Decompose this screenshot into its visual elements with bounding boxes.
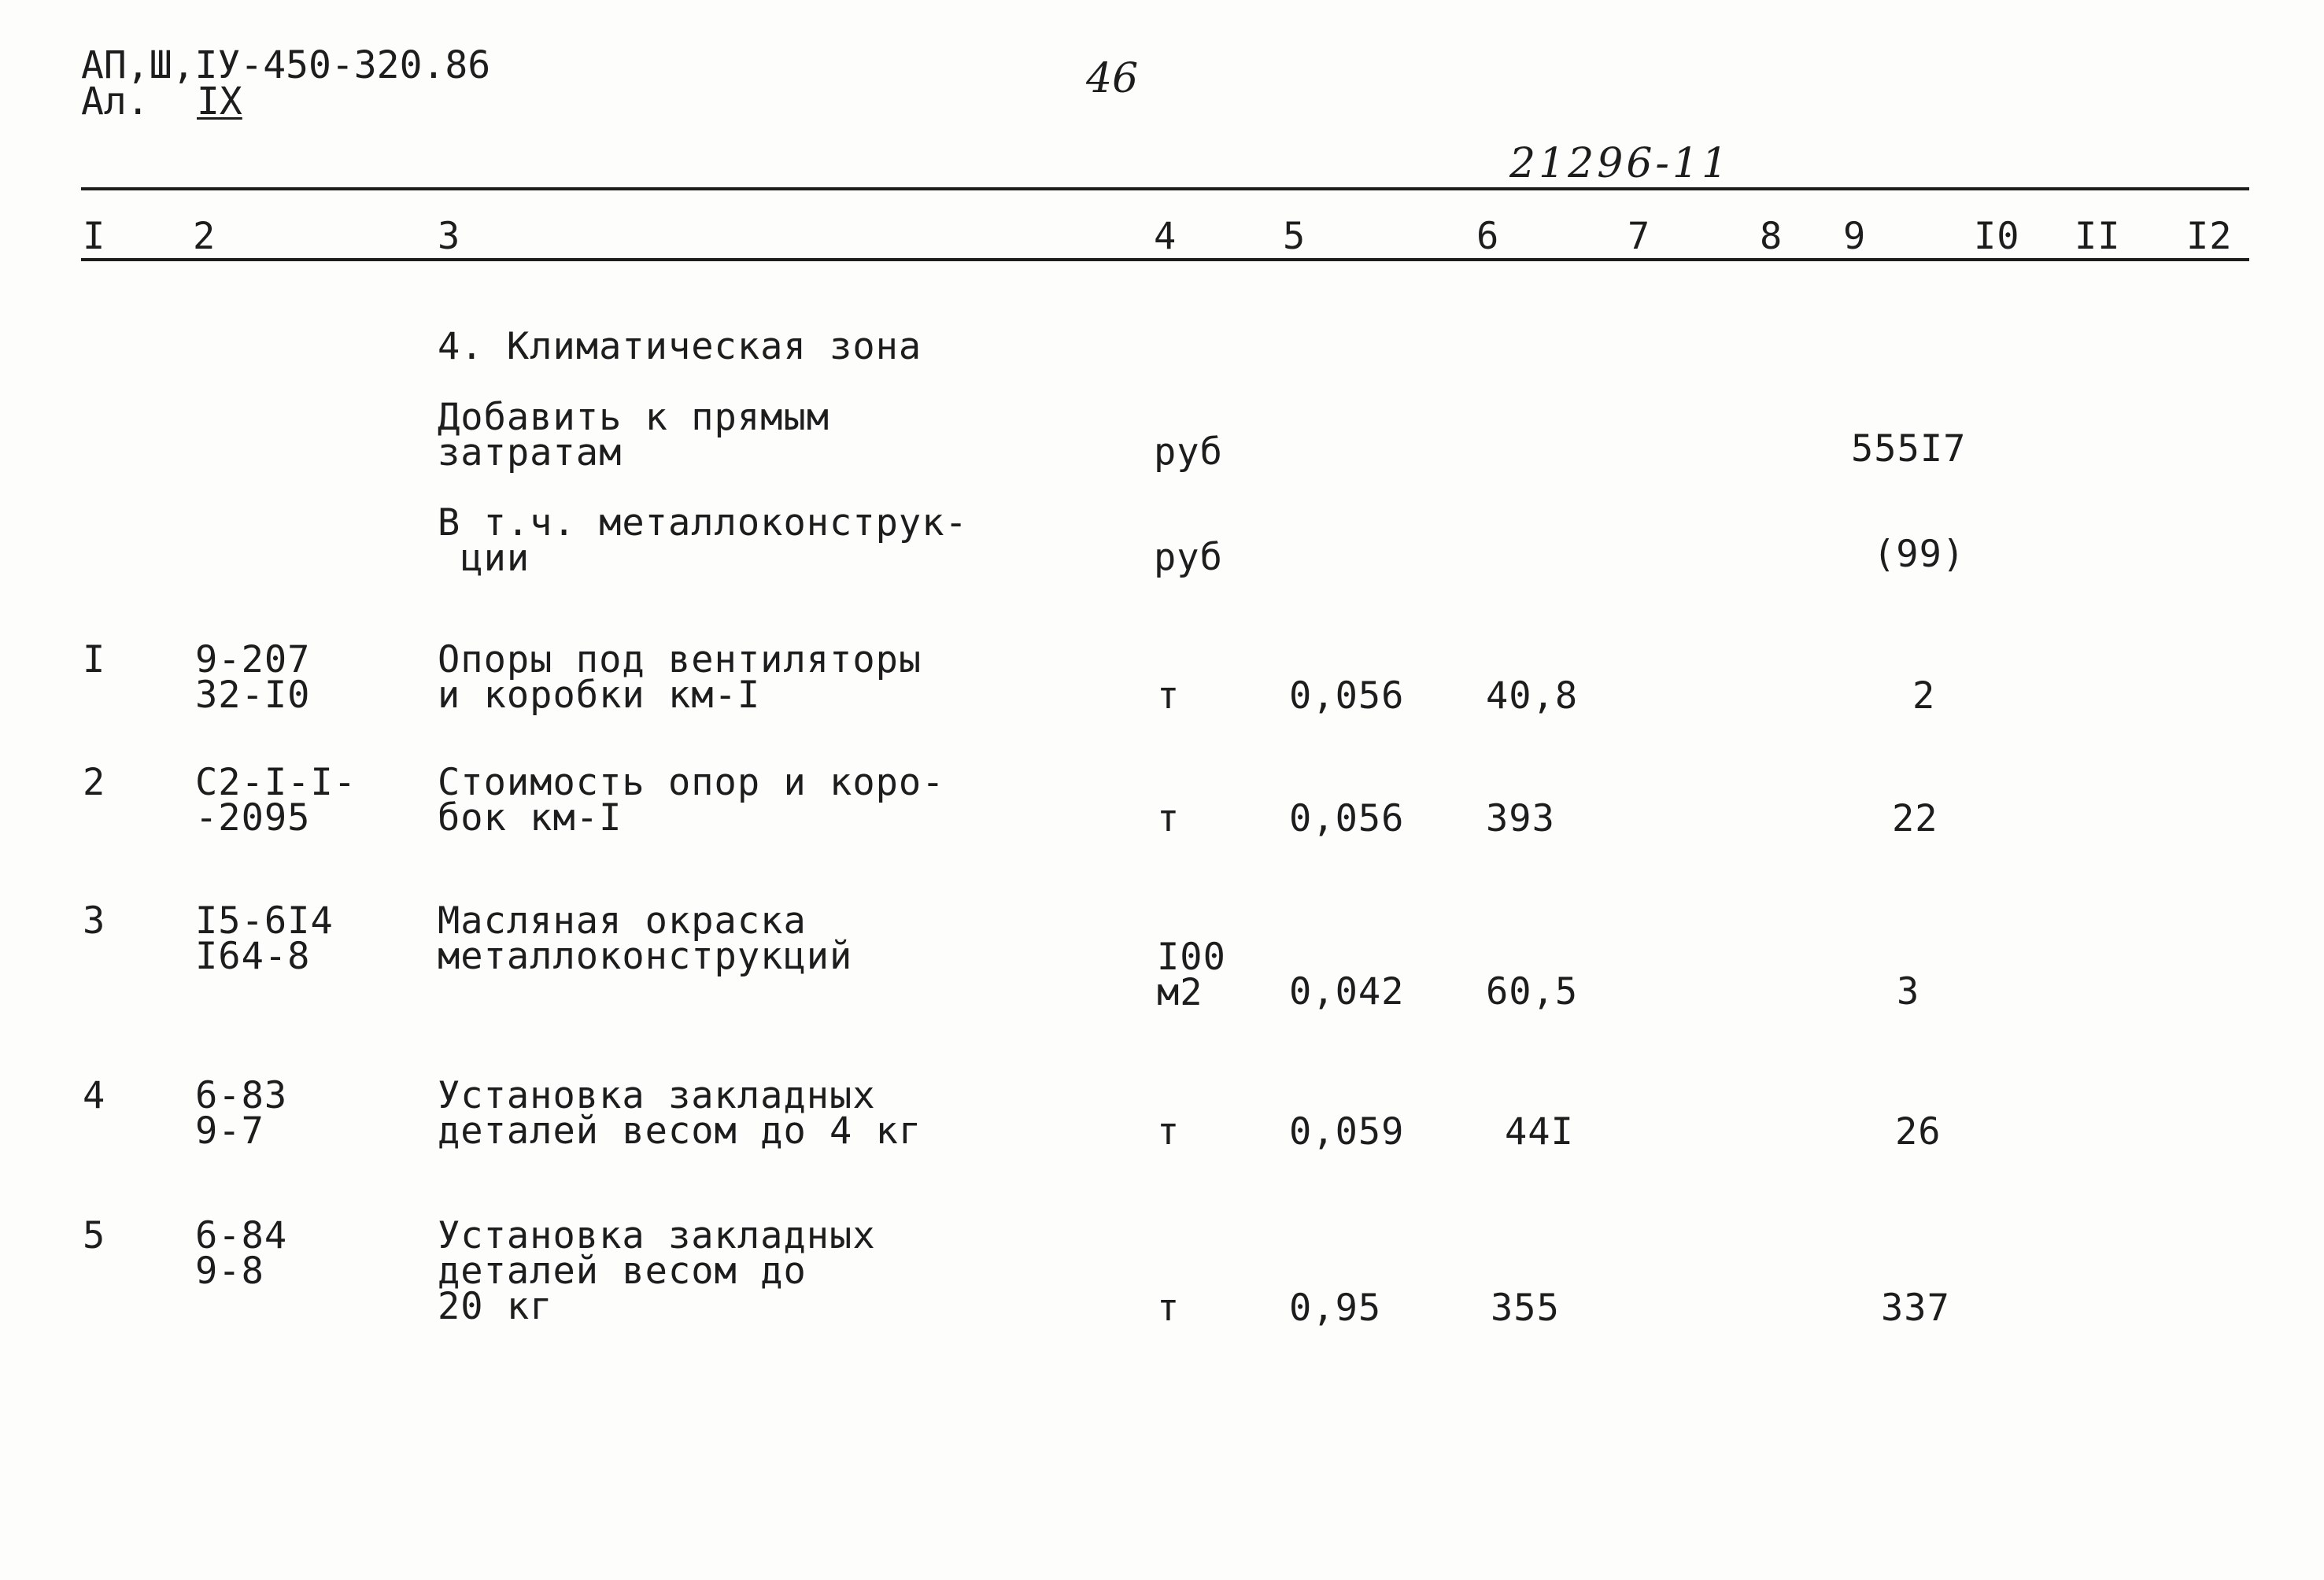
row-total: 2 <box>1912 674 1936 718</box>
row-total: 26 <box>1895 1110 1942 1154</box>
section-line-unit: руб <box>1154 430 1223 474</box>
column-header-9: 9 <box>1843 215 1867 258</box>
document-code: АП,Ш,IУ-450-320.86 <box>81 43 491 87</box>
column-header-12: I2 <box>2186 215 2233 258</box>
row-price: 355 <box>1491 1287 1560 1330</box>
row-number: 3 <box>83 899 106 943</box>
row-unit: т <box>1157 1110 1180 1154</box>
row-price: 60,5 <box>1486 970 1579 1013</box>
column-header-7: 7 <box>1628 215 1651 258</box>
column-header-3: 3 <box>438 215 461 258</box>
row-price: 44I <box>1505 1110 1574 1154</box>
column-header-1: I <box>83 215 106 258</box>
column-header-2: 2 <box>193 215 216 258</box>
column-header-8: 8 <box>1760 215 1783 258</box>
row-quantity: 0,042 <box>1289 970 1405 1013</box>
row-description: Установка закладных деталей весом до 4 кг <box>438 1074 922 1153</box>
row-quantity: 0,95 <box>1289 1287 1382 1330</box>
row-number: I <box>83 638 106 681</box>
row-code: I5-6I4 I64-8 <box>195 899 334 978</box>
column-header-5: 5 <box>1283 215 1306 258</box>
section-line-text: В т.ч. металлоконструк- ции <box>438 501 968 580</box>
column-header-11: II <box>2075 215 2121 258</box>
row-description: Масляная окраска металлоконструкций <box>438 899 853 978</box>
section-title: 4. Климатическая зона <box>438 325 922 368</box>
row-price: 393 <box>1486 797 1555 840</box>
section-line-text: Добавить к прямым затратам <box>438 396 830 474</box>
row-code: С2-I-I- -2095 <box>195 761 357 840</box>
stamp-number: 21296-11 <box>1509 140 1731 187</box>
row-code: 6-84 9-8 <box>195 1214 288 1293</box>
row-total: 3 <box>1897 970 1920 1013</box>
row-quantity: 0,059 <box>1289 1110 1405 1154</box>
album-number: IX <box>197 79 242 124</box>
row-quantity: 0,056 <box>1289 797 1405 840</box>
column-header-4: 4 <box>1154 215 1177 258</box>
row-description: Установка закладных деталей весом до 20 кг <box>438 1214 876 1328</box>
row-total: 337 <box>1881 1287 1950 1330</box>
header-rule <box>81 258 2249 261</box>
section-line-unit: руб <box>1154 536 1223 579</box>
row-price: 40,8 <box>1486 674 1579 718</box>
row-number: 2 <box>83 761 106 804</box>
page-mark: 46 <box>1086 55 1139 102</box>
section-line-total: 555I7 <box>1851 427 1967 471</box>
row-quantity: 0,056 <box>1289 674 1405 718</box>
row-number: 5 <box>83 1214 106 1257</box>
row-unit: т <box>1157 674 1180 718</box>
row-description: Стоимость опор и коро- бок км-I <box>438 761 945 840</box>
row-unit: т <box>1157 1287 1180 1330</box>
top-rule <box>81 187 2249 190</box>
column-header-10: I0 <box>1974 215 2020 258</box>
album-label: Ал. <box>81 79 150 124</box>
row-total: 22 <box>1892 797 1938 840</box>
row-number: 4 <box>83 1074 106 1117</box>
row-unit: I00 м2 <box>1157 936 1226 1014</box>
row-code: 6-83 9-7 <box>195 1074 288 1153</box>
section-line-total: (99) <box>1873 533 1966 576</box>
row-description: Опоры под вентиляторы и коробки км-I <box>438 638 922 717</box>
column-header-6: 6 <box>1476 215 1500 258</box>
row-code: 9-207 32-I0 <box>195 638 311 717</box>
row-unit: т <box>1157 797 1180 840</box>
